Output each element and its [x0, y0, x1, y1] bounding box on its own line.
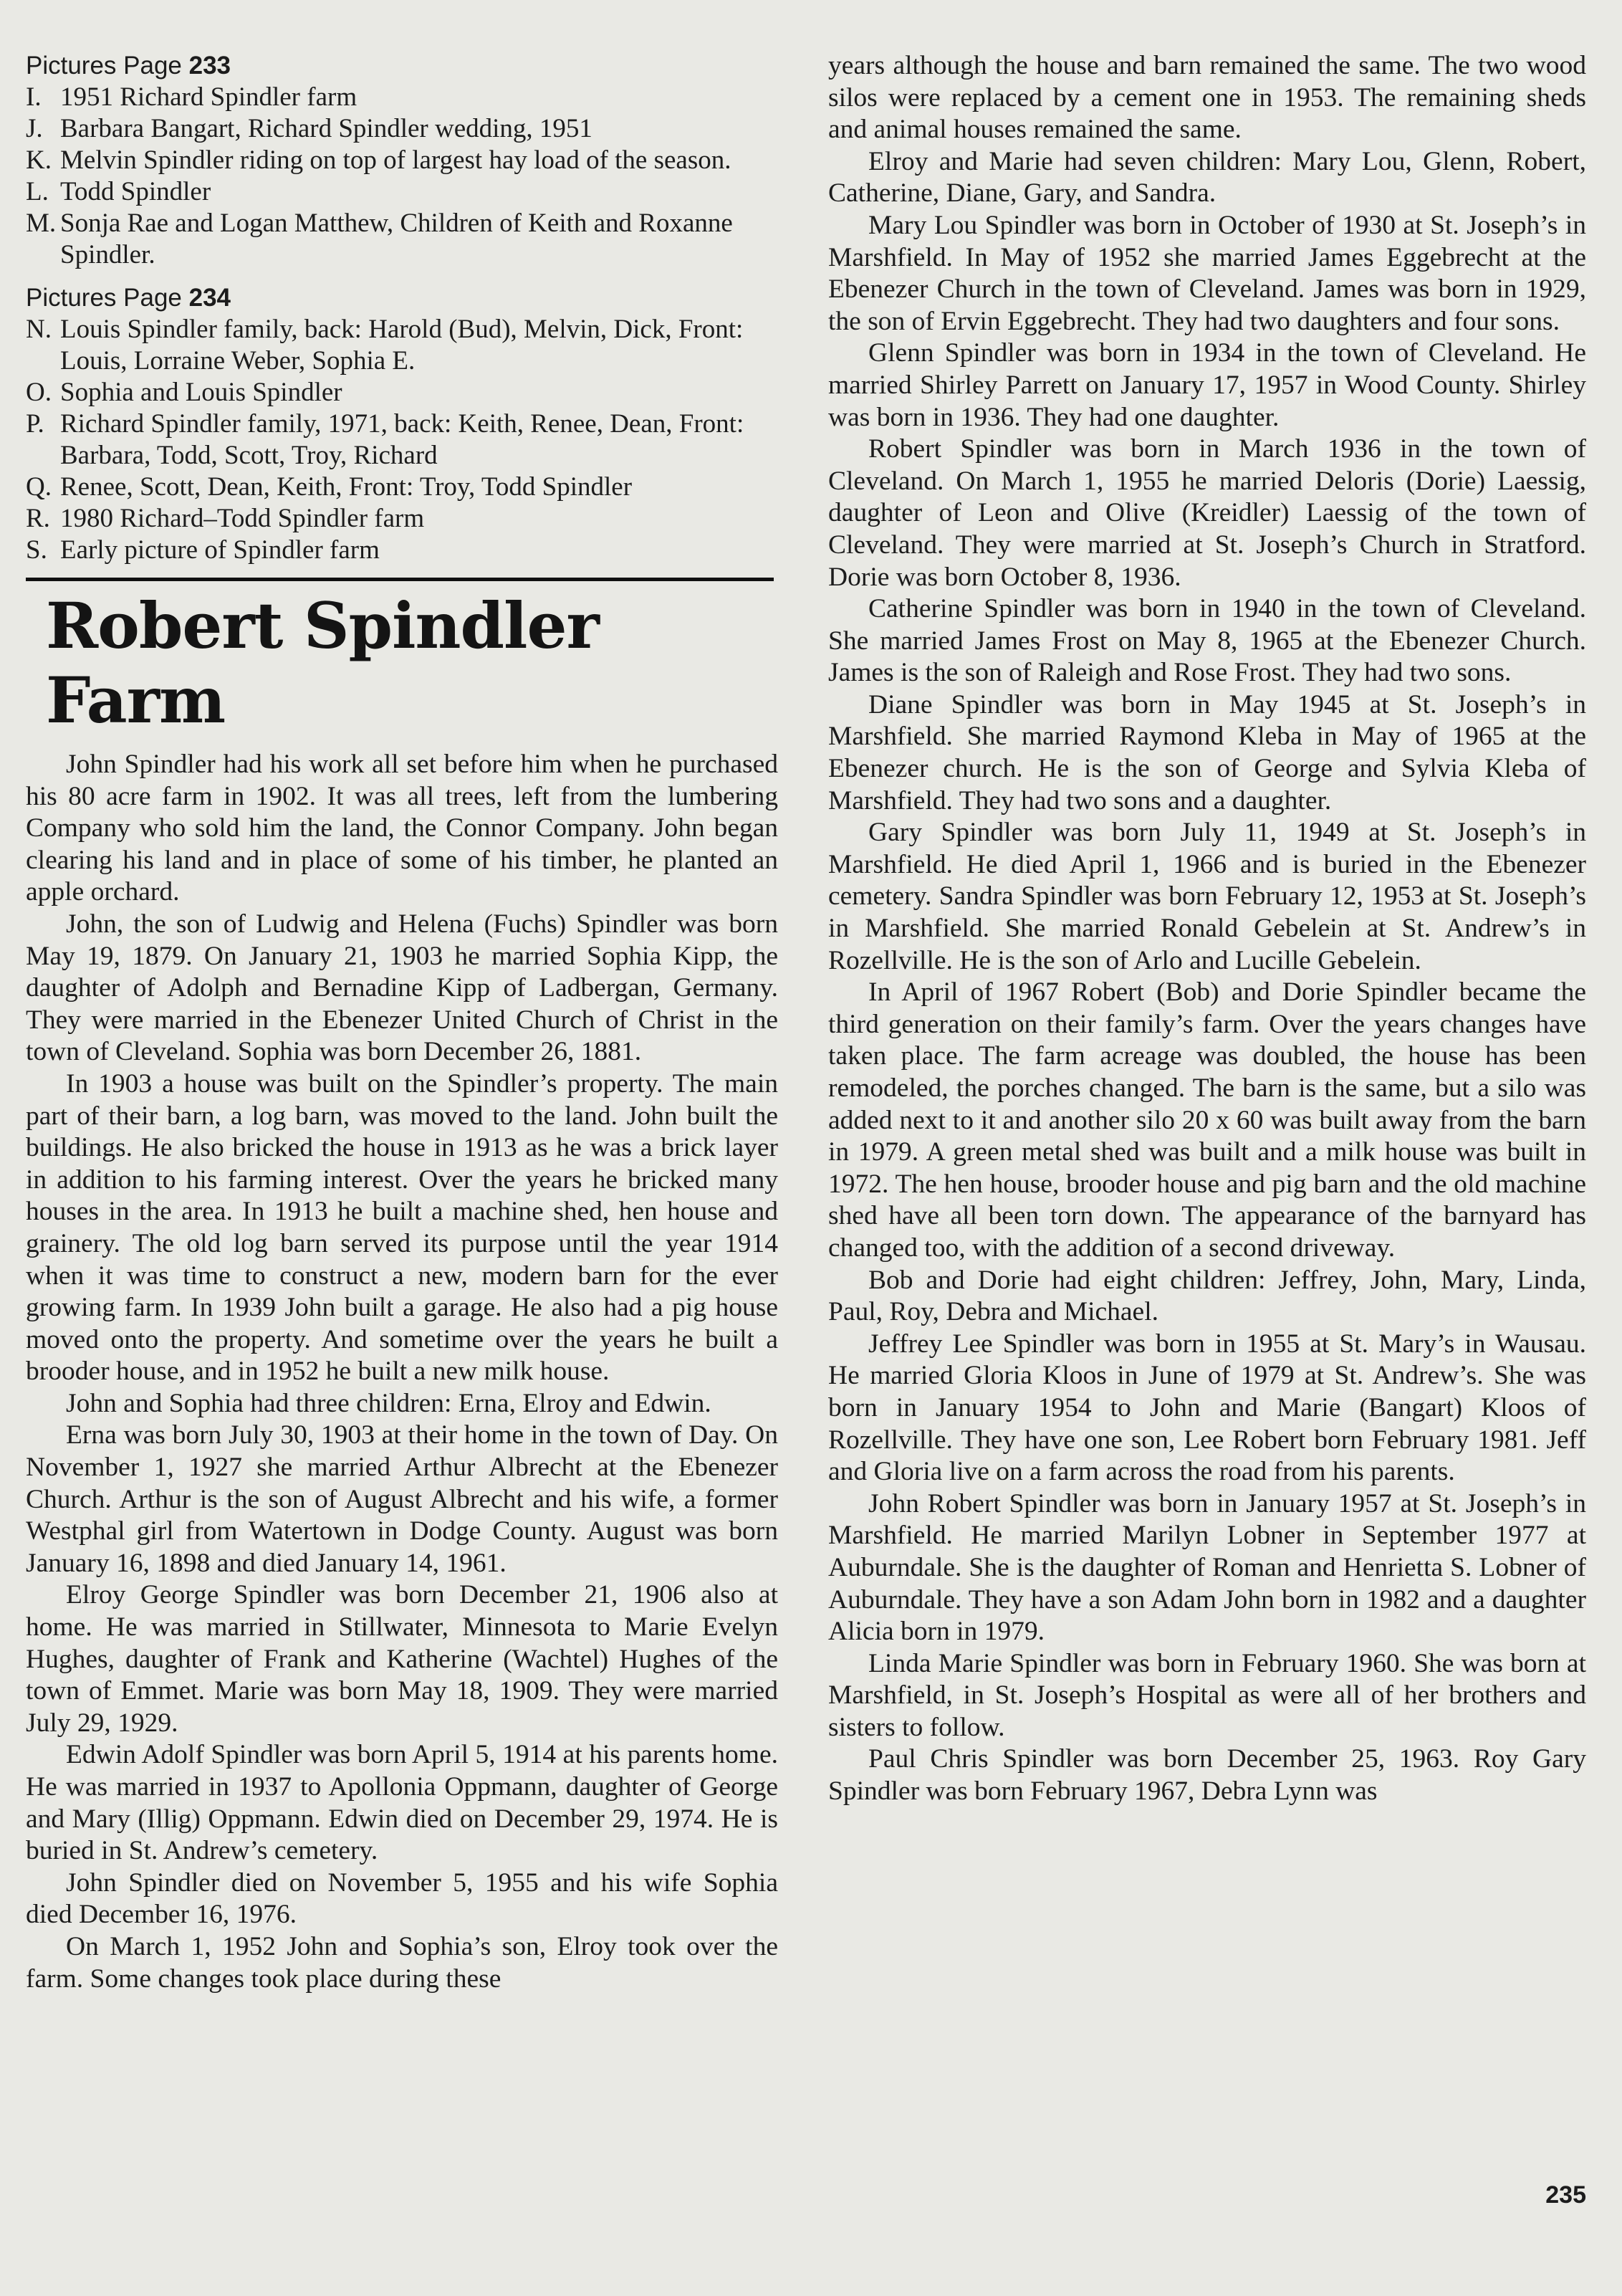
paragraph-continued: years although the house and barn remained the same. The two wood silos were replaced by a cement one in 1953. The remaining sheds and animal houses remained the same.	[828, 51, 1586, 145]
caption-item: P. Richard Spindler family, 1971, back: Keith, Renee, Dean, Front: Barbara, Todd, Scott, Troy, Richard	[26, 409, 744, 470]
paragraph: John, the son of Ludwig and Helena (Fuchs) Spindler was born May 19, 1879. On January 21, 1903 he married Sophia Kipp, the daughter of Adolph and Bernadine Kipp of Ladbergan, Germany. They were married in the Ebenezer United Church of Christ in the town of Cleveland. Sophia was born December 26, 1881.	[26, 909, 778, 1067]
paragraph: Diane Spindler was born in May 1945 at St. Joseph’s in Marshfield. She married Raymond Kleba in May of 1965 at the Ebenezer church. He is the son of George and Sylvia Kleba of Marshfield. They had two sons and a daughter.	[828, 689, 1586, 815]
paragraph: Catherine Spindler was born in 1940 in the town of Cleveland. She married James Frost on May 8, 1965 at the Ebenezer Church. James is the son of Raleigh and Rose Frost. They had two sons.	[828, 594, 1586, 688]
paragraph: Linda Marie Spindler was born in February 1960. She was born at Marshfield, in St. Joseph’s Hospital as were all of her brothers and sisters to follow.	[828, 1648, 1586, 1742]
captions-heading: Pictures Page 233	[26, 52, 231, 80]
paragraph: John Spindler died on November 5, 1955 and his wife Sophia died December 16, 1976.	[26, 1867, 778, 1930]
paragraph: Paul Chris Spindler was born December 25, 1963. Roy Gary Spindler was born February 1967, Debra Lynn was	[828, 1744, 1586, 1807]
paragraph: On March 1, 1952 John and Sophia’s son, Elroy took over the farm. Some changes took place during these	[26, 1931, 778, 1994]
caption-item: R. 1980 Richard–Todd Spindler farm	[26, 504, 425, 533]
paragraph: Robert Spindler was born in March 1936 in the town of Cleveland. On March 1, 1955 he married Deloris (Dorie) Laessig, daughter of Leon and Olive (Kreidler) Laessig of the town of Cleveland. They were married at St. Joseph’s Church in Stratford. Dorie was born October 8, 1936.	[828, 434, 1586, 592]
paragraph: In April of 1967 Robert (Bob) and Dorie Spindler became the third generation on their family’s farm. Over the years changes have taken place. The farm acreage was doubled, the house has been remodeled, the porches changed. The barn is the same, but a silo was added next to it and another silo 20 x 60 was built away from the barn in 1979. A green metal shed was built and a milk house was built in 1972. The hen house, brooder house and pig barn and the old machine shed have all been torn down. The appearance of the barnyard has changed too, with the addition of a second driveway.	[828, 977, 1586, 1263]
caption-item: K. Melvin Spindler riding on top of largest hay load of the season.	[26, 145, 731, 175]
caption-item: L. Todd Spindler	[26, 177, 211, 206]
caption-item: N. Louis Spindler family, back: Harold (Bud), Melvin, Dick, Front: Louis, Lorraine Weber, Sophia E.	[26, 315, 744, 376]
paragraph: Edwin Adolf Spindler was born April 5, 1914 at his parents home. He was married in 1937 to Apollonia Oppmann, daughter of George and Mary (Illig) Oppmann. Edwin died on December 29, 1974. He is buried in St. Andrew’s cemetery.	[26, 1740, 778, 1866]
paragraph: John Robert Spindler was born in January 1957 at St. Joseph’s in Marshfield. He married Marilyn Lobner in September 1977 at Auburndale. She is the daughter of Roman and Henrietta S. Lobner of Auburndale. They have a son Adam John born in 1982 and a daughter Alicia born in 1979.	[828, 1488, 1586, 1647]
paragraph: John and Sophia had three children: Erna, Elroy and Edwin.	[66, 1388, 711, 1418]
captions-heading: Pictures Page 234	[26, 284, 231, 312]
left-column	[26, 50, 778, 1995]
section-divider	[26, 578, 774, 581]
page-number: 235	[1545, 2181, 1586, 2209]
article-title: Robert Spindler Farm	[46, 588, 599, 737]
paragraph: Gary Spindler was born July 11, 1949 at St. Joseph’s in Marshfield. He died April 1, 1966 and is buried in the Ebenezer cemetery. Sandra Spindler was born February 12, 1953 at St. Joseph’s in Marshfield. She married Ronald Gebelein at St. Andrew’s in Rozellville. He is the son of Arlo and Lucille Gebelein.	[828, 818, 1586, 975]
caption-item: Q. Renee, Scott, Dean, Keith, Front: Troy, Todd Spindler	[26, 472, 633, 502]
paragraph: Jeffrey Lee Spindler was born in 1955 at St. Mary’s in Wausau. He married Gloria Kloos in June of 1979 at St. Andrew’s. She was born in January 1954 to John and Marie (Bangart) Kloos of Rozellville. They have one son, Lee Robert born February 1981. Jeff and Gloria live on a farm across the road from his parents.	[828, 1329, 1586, 1487]
paragraph: John Spindler had his work all set before him when he purchased his 80 acre farm in 1902. It was all trees, left from the lumbering Company who sold him the land, the Connor Company. John began clearing his land and in place of some of his timber, he planted an apple orchard.	[26, 750, 778, 907]
paragraph: Elroy and Marie had seven children: Mary Lou, Glenn, Robert, Catherine, Diane, Gary, and Sandra.	[828, 146, 1586, 209]
paragraph: Erna was born July 30, 1903 at their home in the town of Day. On November 1, 1927 she married Arthur Albrecht at the Ebenezer Church. Arthur is the son of August Albrecht and his wife, a former Westphal girl from Watertown in Dodge County. August was born January 16, 1898 and died January 14, 1961.	[26, 1420, 778, 1578]
caption-item: M. Sonja Rae and Logan Matthew, Children of Keith and Roxanne Spindler.	[26, 209, 733, 269]
paragraph: In 1903 a house was built on the Spindler’s property. The main part of their barn, a log barn, was moved to the land. John built the buildings. He also bricked the house in 1913 as he was a brick layer in addition to his farming interest. Over the years he bricked many houses in the area. In 1913 he built a machine shed, hen house and grainery. The old log barn served its purpose until the year 1914 when it was time to construct a new, modern barn for the ever growing farm. In 1939 John built a garage. He also had a pig house moved onto the property. And sometime over the years he built a brooder house, and in 1952 he built a new milk house.	[26, 1068, 778, 1387]
caption-item: I. 1951 Richard Spindler farm	[26, 82, 357, 112]
caption-list	[26, 314, 778, 566]
caption-item: O. Sophia and Louis Spindler	[26, 378, 342, 407]
paragraph: Mary Lou Spindler was born in October of 1930 at St. Joseph’s in Marshfield. In May of 1952 she married James Eggebrecht at the Ebenezer Church in the town of Cleveland. James was born in 1929, the son of Ervin Eggebrecht. They had two daughters and four sons.	[828, 210, 1586, 336]
caption-list	[26, 82, 778, 271]
caption-item: S. Early picture of Spindler farm	[26, 535, 380, 565]
paragraph: Bob and Dorie had eight children: Jeffrey, John, Mary, Linda, Paul, Roy, Debra and Michael.	[828, 1265, 1586, 1327]
right-column	[828, 50, 1586, 1808]
caption-item: J. Barbara Bangart, Richard Spindler wedding, 1951	[26, 114, 592, 143]
paragraph: Elroy George Spindler was born December 21, 1906 also at home. He was married in Stillwater, Minnesota to Marie Evelyn Hughes, daughter of Frank and Katherine (Wachtel) Hughes of the town of Emmet. Marie was born May 18, 1909. They were married July 29, 1929.	[26, 1580, 778, 1738]
paragraph: Glenn Spindler was born in 1934 in the town of Cleveland. He married Shirley Parrett on January 17, 1957 in Wood County. Shirley was born in 1936. They had one daughter.	[828, 338, 1586, 432]
